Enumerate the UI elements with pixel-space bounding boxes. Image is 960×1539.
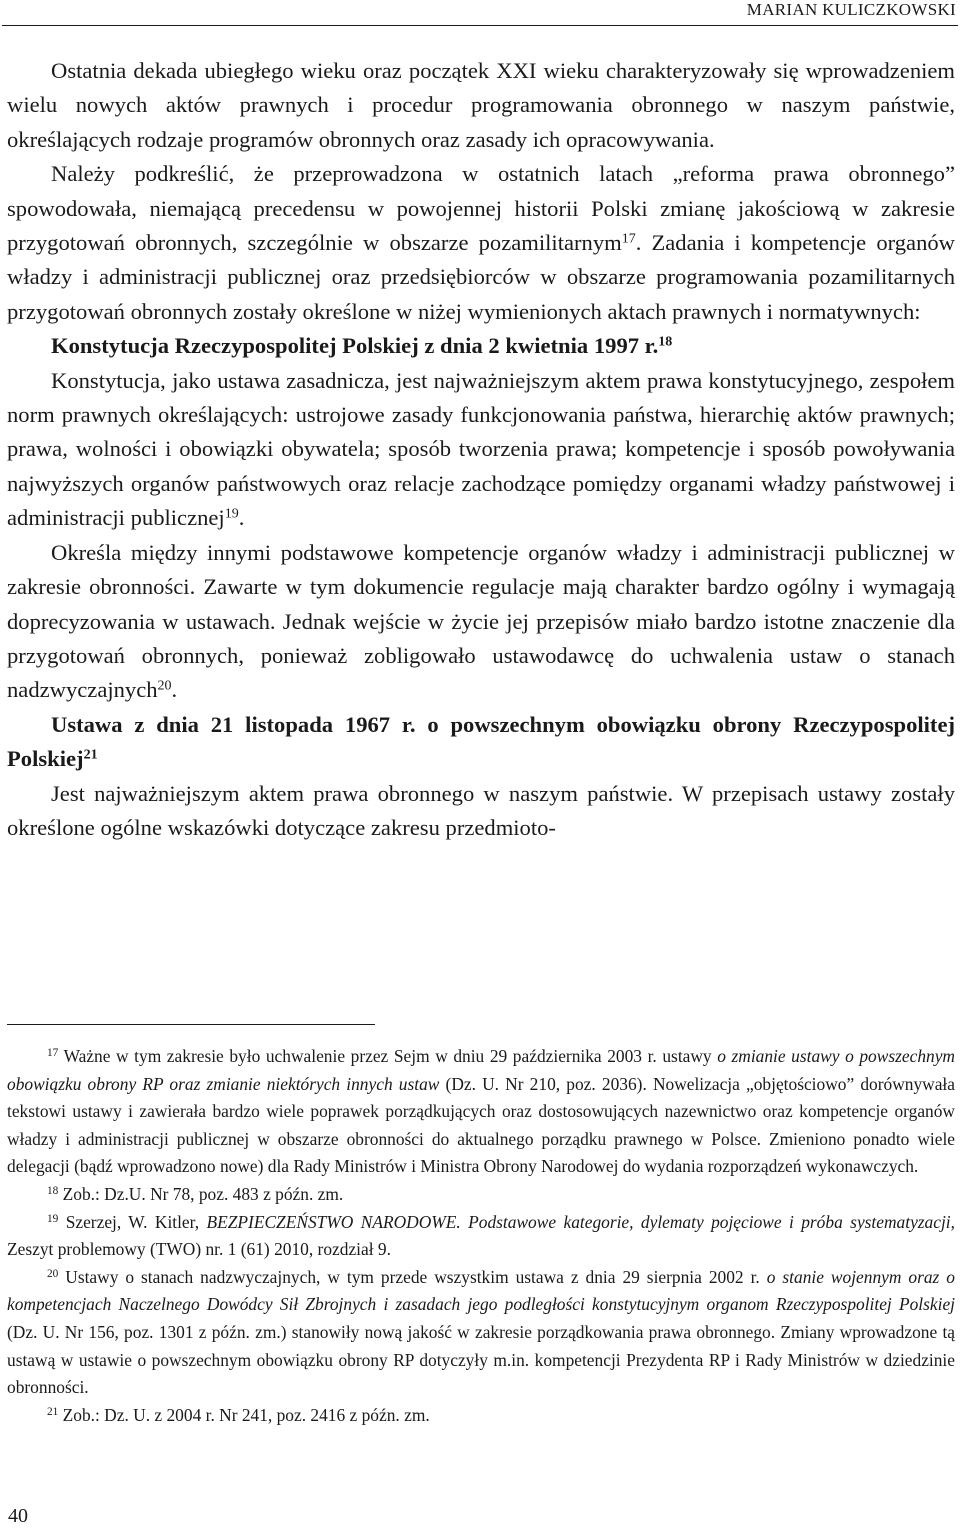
footnote-19 bbox=[7, 1209, 955, 1264]
footnote-rule bbox=[7, 1024, 375, 1025]
footnote-19-number: 19 bbox=[47, 1212, 59, 1225]
footnote-17-text-a: Ważne w tym zakresie było uchwalenie przez Sejm w dniu 29 października 2003 r. ustawy bbox=[58, 1046, 718, 1066]
footnote-ref-17: 17 bbox=[621, 231, 636, 247]
footnote-ref-18: 18 bbox=[658, 334, 673, 350]
footnote-19-title: BEZPIECZEŃSTWO NARODOWE. Podstawowe kategorie, dylematy pojęciowe i próba systematyzacji, bbox=[206, 1211, 955, 1232]
paragraph-constitution-text-b: . bbox=[238, 505, 245, 531]
footnote-20-text-c: (Dz. U. Nr 156, poz. 1301 z późn. zm.) stanowiły nową jakość w zakresie porządkowania prawa obronnego. Zmiany wprowadzone tą ustawą w ustawie o powszechnym obowiązku obrony RP dotyczyły m.in. kompetencji Prezydenta RP i Rady Ministrów w dziedzinie obronności. bbox=[7, 1321, 955, 1398]
heading-defense-act-text: Ustawa z dnia 21 listopada 1967 r. o powszechnym obowiązku obrony Rzeczypospolitej Polskiej bbox=[7, 711, 955, 772]
paragraph-competences-text-a: Określa między innymi podstawowe kompetencje organów władzy i administracji publicznej w zakresie obronności. Zawarte w tym dokumencie regulacje mają charakter bardzo ogólny i wymagają doprecyzowania w ustawach. Jednak wejście w życie jej przepisów miało bardzo istotne znaczenie dla przygotowań obronnych, ponieważ zobligowało ustawodawcę do uchwalenia ustaw o stanach nadzwyczajnych bbox=[7, 539, 955, 703]
page-number: 40 bbox=[8, 1505, 28, 1527]
footnote-21 bbox=[7, 1402, 955, 1430]
heading-constitution-text: Konstytucja Rzeczypospolitej Polskiej z dnia 2 kwietnia 1997 r. bbox=[51, 333, 659, 359]
footnote-20-number: 20 bbox=[47, 1267, 59, 1280]
footnote-ref-19: 19 bbox=[224, 506, 239, 522]
paragraph-reform-text-a: Należy podkreślić, że przeprowadzona w ostatnich latach „reforma prawa obronnego” spowodowała, niemającą precedensu w powojennej historii Polski zmianę jakościową w zakresie przygotowań obronnych, szczególnie w obszarze pozamilitarnym bbox=[7, 161, 955, 256]
footnote-17 bbox=[7, 1043, 955, 1181]
footnote-17-text-c: (Dz. U. Nr 210, poz. 2036). Nowelizacja „objętościowo” dorównywała tekstowi ustawy i zawierała bardzo wiele poprawek porządkujących oraz dostosowujących nazewnictwo oraz kompetencje organów władzy i administracji publicznej w obszarze obronności do aktualnego porządku prawnego w Polsce. Zmieniono ponadto wiele delegacji (bądź wprowadzono nowe) dla Rady Ministrów i Ministra Obrony Narodowej do wydania rozporządzeń wykonawczych. bbox=[7, 1073, 955, 1177]
heading-defense-act bbox=[7, 708, 955, 777]
footnote-19-text-c: Zeszyt problemowy (TWO) nr. 1 (61) 2010, rozdział 9. bbox=[7, 1239, 391, 1260]
footnote-ref-21: 21 bbox=[83, 747, 98, 763]
footnote-21-text: Zob.: Dz. U. z 2004 r. Nr 241, poz. 2416 z późn. zm. bbox=[58, 1404, 430, 1425]
footnotes bbox=[7, 1043, 955, 1429]
paragraph-intro: Ostatnia dekada ubiegłego wieku oraz początek XXI wieku charakteryzowały się wprowadzeniem wielu nowych aktów prawnych i procedur programowania obronnego w naszym państwie, określających rodzaje programów obronnych oraz zasady ich opracowywania. bbox=[7, 58, 955, 152]
paragraph-competences-text-b: . bbox=[171, 677, 178, 703]
footnote-21-number: 21 bbox=[47, 1405, 59, 1418]
paragraph-competences bbox=[7, 536, 955, 708]
header-rule bbox=[2, 25, 958, 26]
footnote-17-title: o zmianie ustawy o powszechnym obowiązku obrony RP oraz zmianie niektórych innych ustaw bbox=[7, 1046, 955, 1094]
main-text bbox=[7, 54, 955, 845]
footnote-20-title: o stanie wojennym oraz o kompetencjach Naczelnego Dowódcy Sił Zbrojnych i zasadach jego podległości konstytucyjnym organom Rzeczypospolitej Polskiej bbox=[7, 1266, 955, 1315]
footnote-18 bbox=[7, 1181, 955, 1209]
paragraph-constitution bbox=[7, 364, 955, 536]
paragraph-reform bbox=[7, 157, 955, 329]
footnote-20-text-a: Ustawy o stanach nadzwyczajnych, w tym przede wszystkim ustawa z dnia 29 sierpnia 2002 r. bbox=[58, 1266, 767, 1287]
paragraph-defense-act: Jest najważniejszym aktem prawa obronnego w naszym państwie. W przepisach ustawy zostały określone ogólne wskazówki dotyczące zakresu przedmioto- bbox=[7, 780, 955, 840]
footnote-17-number: 17 bbox=[47, 1046, 59, 1059]
footnote-18-number: 18 bbox=[47, 1184, 59, 1197]
running-header-author: MARIAN KULICZKOWSKI bbox=[746, 0, 956, 19]
footnote-20 bbox=[7, 1264, 955, 1402]
footnote-ref-20: 20 bbox=[157, 678, 172, 694]
heading-constitution bbox=[7, 329, 955, 363]
footnote-18-text: Zob.: Dz.U. Nr 78, poz. 483 z późn. zm. bbox=[58, 1183, 344, 1204]
paragraph-constitution-text-a: Konstytucja, jako ustawa zasadnicza, jest najważniejszym aktem prawa konstytucyjnego, zespołem norm prawnych określających: ustrojowe zasady funkcjonowania państwa, hierarchię aktów prawnych; prawa, wolności i obowiązki obywatela; sposób tworzenia prawa; kompetencje i sposób powoływania najwyższych organów państwowych oraz relacje zachodzące pomiędzy organami władzy państwowej i administracji publicznej bbox=[7, 367, 955, 531]
paragraph-reform-text-b: . Zadania i kompetencje organów władzy i administracji publicznej oraz przedsiębiorców w obszarze programowania pozamilitarnych przygotowań obronnych zostały określone w niżej wymienionych aktach prawnych i normatywnych: bbox=[7, 230, 955, 324]
footnote-19-text-a: Szerzej, W. Kitler, bbox=[58, 1211, 207, 1232]
